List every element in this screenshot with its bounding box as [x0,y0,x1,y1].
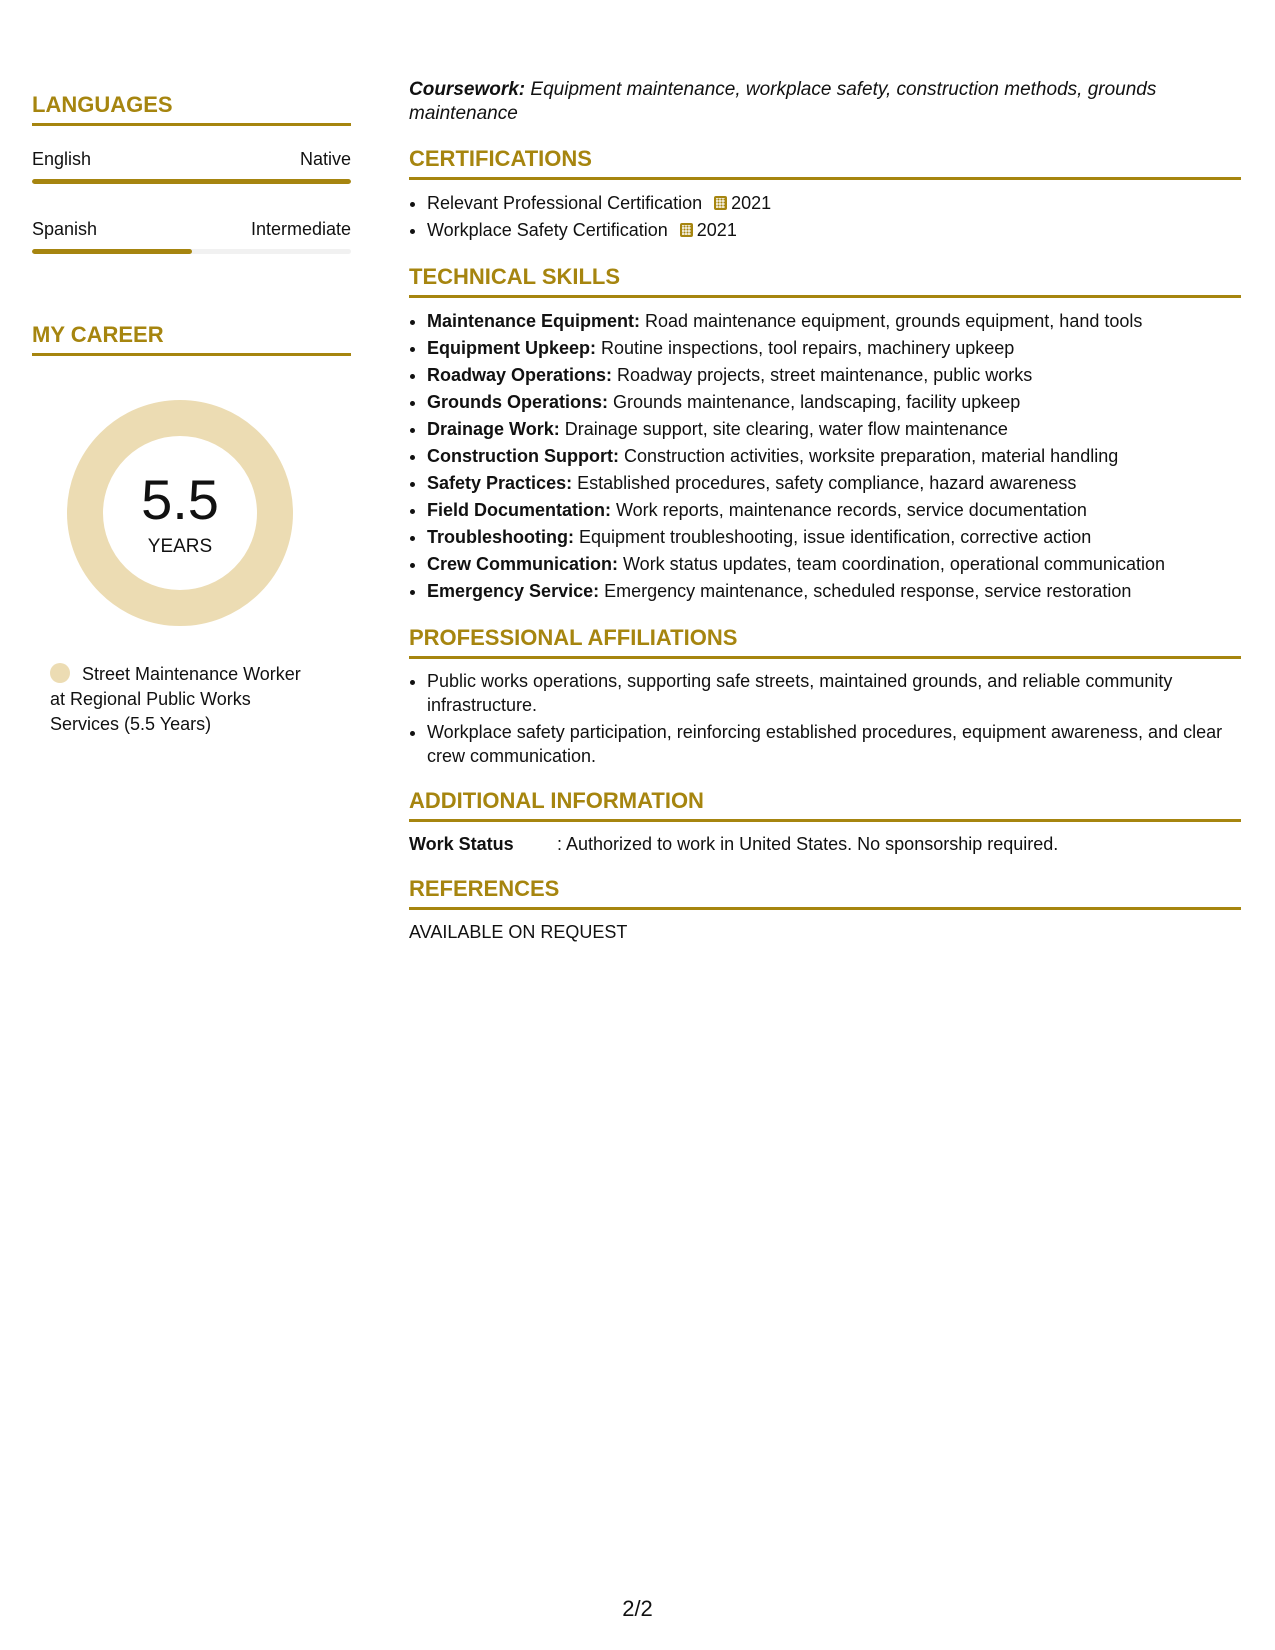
affiliations-title: PROFESSIONAL AFFILIATIONS [409,625,1241,659]
skill-item [427,524,1241,551]
skill-label: Emergency Service: [427,581,600,601]
language-name: English [32,149,92,169]
work-status-row [409,832,1241,856]
additional-info-section [409,788,1241,856]
skill-text: Road maintenance equipment, grounds equipment, hand tools [640,311,1143,331]
language-proficiency-bar [32,179,351,184]
skill-label: Drainage Work: [427,419,560,439]
skill-label: Safety Practices: [427,473,573,493]
affiliation-item: • Public works operations, supporting safe streets, maintained grounds, and reliable community infrastructure. [427,669,1241,717]
language-level: Native [299,149,351,169]
skill-text: Established procedures, safety compliance, hazard awareness [572,473,1077,493]
calendar-icon [714,196,727,210]
work-status-value: : Authorized to work in United States. No sponsorship required. [557,834,1059,854]
affiliation-item: • Workplace safety participation, reinforcing established procedures, equipment awareness, and clear crew communication. [427,720,1241,768]
language-proficiency-bar [32,249,351,254]
calendar-icon [680,223,693,237]
language-proficiency-fill [32,179,351,184]
technical-skills-title: TECHNICAL SKILLS [409,264,1241,298]
skill-item [427,497,1241,524]
certification-item [427,190,1241,217]
skills-list [409,308,1241,605]
skill-item [427,578,1241,605]
skill-item [427,362,1241,389]
language-name: Spanish [32,219,98,239]
languages-list [32,148,351,254]
career-years-label: YEARS [147,536,213,557]
skill-text: Roadway projects, street maintenance, public works [612,365,1033,385]
skill-text: Emergency maintenance, scheduled response, service restoration [599,581,1132,601]
language-level: Intermediate [250,219,351,239]
certifications-title: CERTIFICATIONS [409,146,1241,180]
affiliations-list [409,669,1241,768]
certification-name: Relevant Professional Certification [427,193,703,213]
coursework [409,78,1241,126]
skill-label: Troubleshooting: [427,527,574,547]
skill-text: Drainage support, site clearing, water flow maintenance [559,419,1008,439]
coursework-label: Coursework: [409,79,526,100]
skill-label: Roadway Operations: [427,365,613,385]
skill-text: Routine inspections, tool repairs, machinery upkeep [596,338,1015,358]
references-text: AVAILABLE ON REQUEST [409,922,628,942]
skill-label: Maintenance Equipment: [427,311,641,331]
work-status-label: Work Status [409,834,514,854]
career-total-years: 5.5 [141,468,219,531]
skill-item [427,335,1241,362]
skill-label: Construction Support: [427,446,619,466]
certification-name: Workplace Safety Certification [427,220,668,240]
certification-year: 2021 [696,220,737,240]
coursework-text: Equipment maintenance, workplace safety, construction methods, grounds maintenance [409,79,1157,124]
skill-item [427,551,1241,578]
technical-skills-section [409,264,1241,605]
skill-text: Equipment troubleshooting, issue identification, corrective action [573,527,1092,547]
certifications-section [409,146,1241,244]
language-proficiency-fill [32,249,192,254]
language-item [32,148,351,184]
skill-label: Field Documentation: [427,500,611,520]
additional-info-title: ADDITIONAL INFORMATION [409,788,1241,822]
sidebar [32,92,351,737]
languages-title: LANGUAGES [32,92,351,126]
page-number: 2/2 [622,1596,653,1621]
career-entry-text: Street Maintenance Worker at Regional Public Works Services (5.5 Years) [50,664,301,734]
references-title: REFERENCES [409,876,1241,910]
career-entry [50,662,320,737]
skill-text: Work status updates, team coordination, operational communication [618,554,1165,574]
skill-text: Grounds maintenance, landscaping, facility upkeep [608,392,1021,412]
skill-item [427,443,1241,470]
references-section [409,876,1241,944]
language-item [32,218,351,254]
skill-text: Work reports, maintenance records, service documentation [611,500,1087,520]
affiliations-section [409,625,1241,768]
career-legend-dot [50,663,70,683]
skill-label: Crew Communication: [427,554,619,574]
skill-item [427,308,1241,335]
skill-label: Equipment Upkeep: [427,338,597,358]
career-title: MY CAREER [32,322,351,356]
main-content [409,78,1241,944]
certifications-list [409,190,1241,244]
skill-item [427,416,1241,443]
certification-item [427,217,1241,244]
skill-label: Grounds Operations: [427,392,609,412]
skill-item [427,389,1241,416]
skill-item [427,470,1241,497]
career-donut-chart [67,400,293,626]
certification-year: 2021 [731,193,772,213]
skill-text: Construction activities, worksite preparation, material handling [618,446,1119,466]
